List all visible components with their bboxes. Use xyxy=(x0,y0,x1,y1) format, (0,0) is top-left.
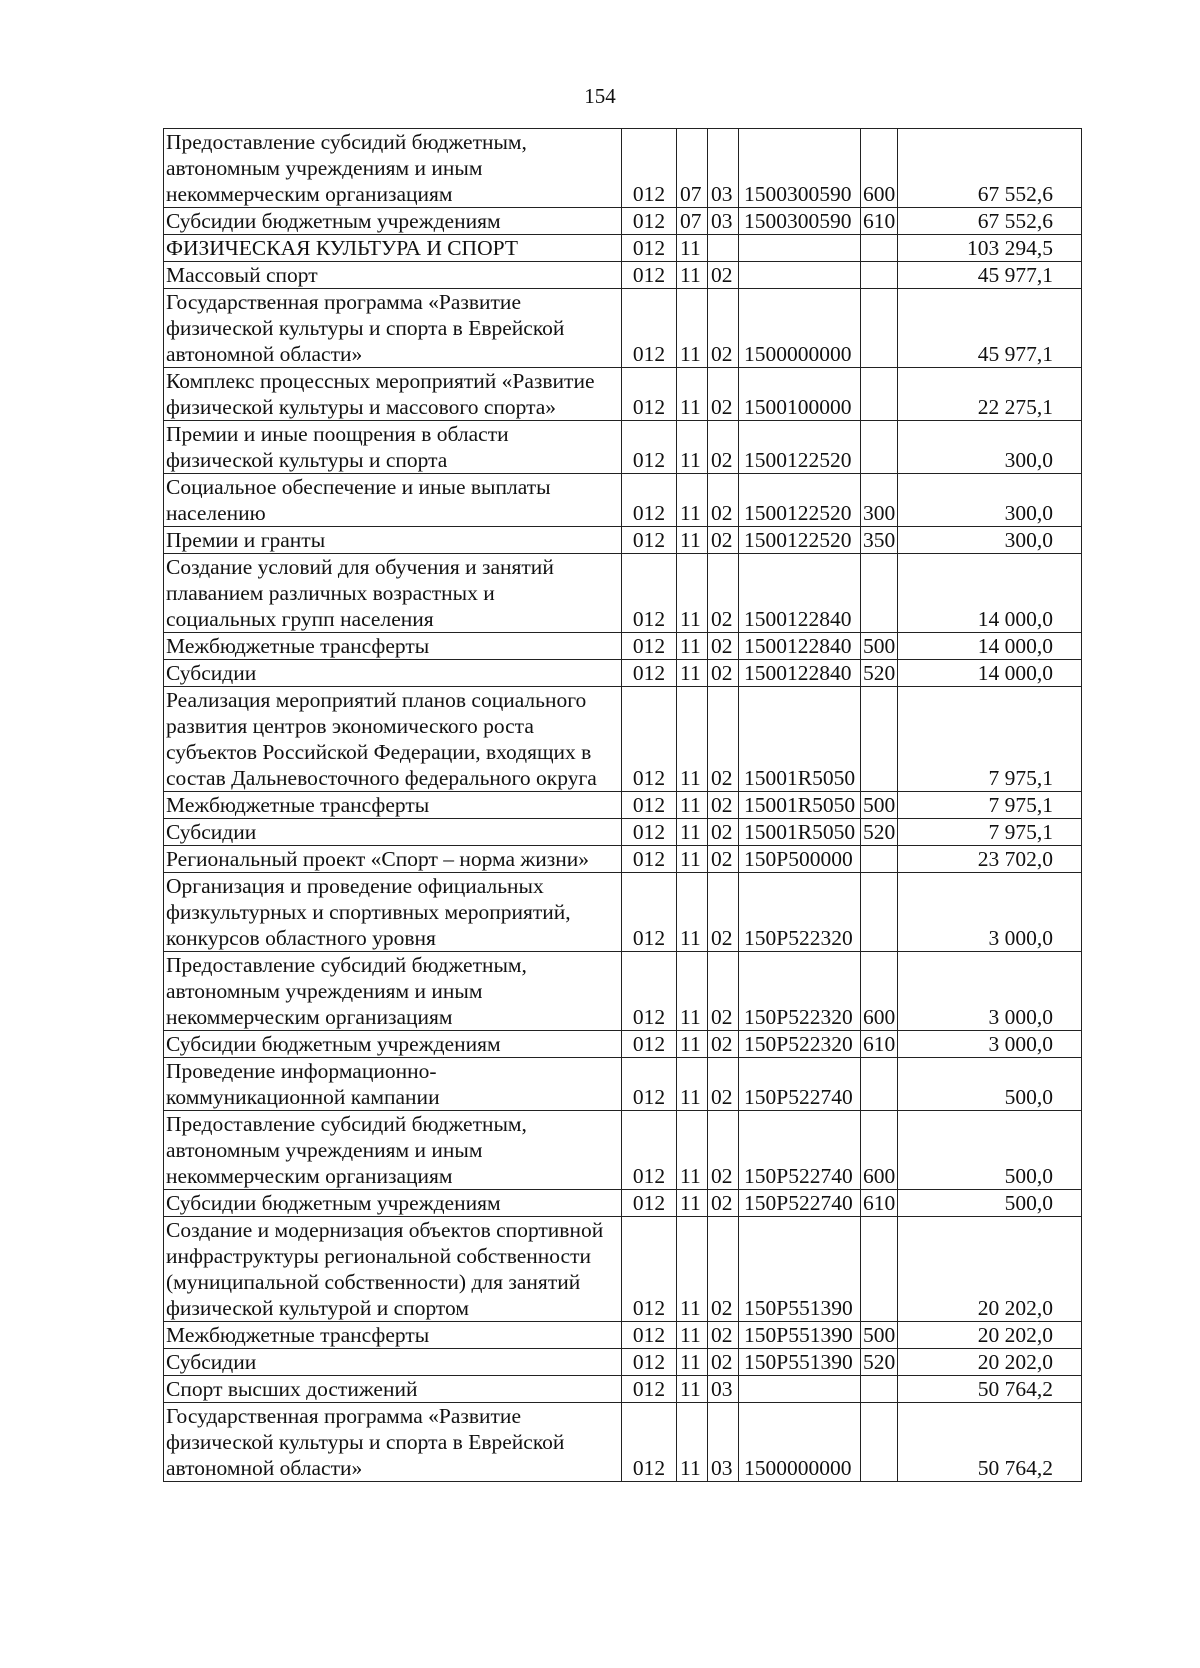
row-subsection-cell: 02 xyxy=(708,1349,739,1376)
row-target-article-cell: 1500122840 xyxy=(739,660,861,687)
row-name-cell: Государственная программа «Развитие физической культуры и спорта в Еврейской автономной области» xyxy=(164,289,622,368)
row-expense-type-cell xyxy=(861,1376,898,1403)
row-expense-type-cell xyxy=(861,235,898,262)
row-expense-type-cell: 500 xyxy=(861,633,898,660)
row-section-cell: 11 xyxy=(677,527,708,554)
table-row xyxy=(164,235,1082,262)
row-expense-type-cell xyxy=(861,421,898,474)
row-target-article-cell: 150P551390 xyxy=(739,1322,861,1349)
table-row xyxy=(164,289,1082,368)
row-name-cell: Комплекс процессных мероприятий «Развитие физической культуры и массового спорта» xyxy=(164,368,622,421)
row-ministry-code-cell: 012 xyxy=(622,1322,677,1349)
row-amount-cell: 300,0 xyxy=(898,474,1082,527)
row-section-cell: 11 xyxy=(677,846,708,873)
row-ministry-code-cell: 012 xyxy=(622,873,677,952)
row-target-article-cell: 1500122840 xyxy=(739,554,861,633)
row-name-cell: Региональный проект «Спорт – норма жизни» xyxy=(164,846,622,873)
table-row xyxy=(164,687,1082,792)
row-target-article-cell: 1500122840 xyxy=(739,633,861,660)
row-ministry-code-cell: 012 xyxy=(622,1190,677,1217)
row-target-article-cell: 150P522320 xyxy=(739,952,861,1031)
row-subsection-cell: 02 xyxy=(708,846,739,873)
row-expense-type-cell xyxy=(861,1217,898,1322)
row-amount-cell: 45 977,1 xyxy=(898,289,1082,368)
row-name-cell: Субсидии бюджетным учреждениям xyxy=(164,1031,622,1058)
table-row xyxy=(164,527,1082,554)
row-ministry-code-cell: 012 xyxy=(622,235,677,262)
row-name-cell: Предоставление субсидий бюджетным, автономным учреждениям и иным некоммерческим организациям xyxy=(164,1111,622,1190)
row-amount-cell: 20 202,0 xyxy=(898,1217,1082,1322)
row-name-cell: Субсидии бюджетным учреждениям xyxy=(164,208,622,235)
row-target-article-cell: 15001R5050 xyxy=(739,819,861,846)
row-section-cell: 11 xyxy=(677,262,708,289)
row-subsection-cell: 02 xyxy=(708,262,739,289)
row-expense-type-cell xyxy=(861,554,898,633)
row-expense-type-cell: 600 xyxy=(861,952,898,1031)
row-subsection-cell: 02 xyxy=(708,1217,739,1322)
row-ministry-code-cell: 012 xyxy=(622,1349,677,1376)
row-section-cell: 11 xyxy=(677,289,708,368)
row-ministry-code-cell: 012 xyxy=(622,474,677,527)
row-section-cell: 11 xyxy=(677,1111,708,1190)
row-name-cell: Субсидии xyxy=(164,1349,622,1376)
row-subsection-cell: 03 xyxy=(708,208,739,235)
row-ministry-code-cell: 012 xyxy=(622,952,677,1031)
row-target-article-cell: 1500000000 xyxy=(739,289,861,368)
row-subsection-cell: 02 xyxy=(708,474,739,527)
row-section-cell: 07 xyxy=(677,208,708,235)
row-ministry-code-cell: 012 xyxy=(622,129,677,208)
row-subsection-cell: 02 xyxy=(708,1190,739,1217)
table-row xyxy=(164,1217,1082,1322)
row-amount-cell: 3 000,0 xyxy=(898,873,1082,952)
table-row xyxy=(164,1111,1082,1190)
page-number: 154 xyxy=(584,84,616,108)
row-name-cell: Создание и модернизация объектов спортивной инфраструктуры региональной собственности (муниципальной собственности) для занятий физической культурой и спортом xyxy=(164,1217,622,1322)
row-expense-type-cell: 600 xyxy=(861,129,898,208)
row-target-article-cell: 1500300590 xyxy=(739,129,861,208)
row-name-cell: Субсидии xyxy=(164,819,622,846)
row-amount-cell: 50 764,2 xyxy=(898,1376,1082,1403)
table-row xyxy=(164,633,1082,660)
row-expense-type-cell xyxy=(861,289,898,368)
table-row xyxy=(164,1190,1082,1217)
row-name-cell: Массовый спорт xyxy=(164,262,622,289)
row-target-article-cell xyxy=(739,235,861,262)
row-expense-type-cell xyxy=(861,1058,898,1111)
table-row xyxy=(164,1058,1082,1111)
row-ministry-code-cell: 012 xyxy=(622,208,677,235)
table-row xyxy=(164,208,1082,235)
row-target-article-cell: 150P522740 xyxy=(739,1058,861,1111)
row-target-article-cell xyxy=(739,262,861,289)
table-row xyxy=(164,474,1082,527)
row-subsection-cell: 02 xyxy=(708,792,739,819)
table-row xyxy=(164,129,1082,208)
row-expense-type-cell: 610 xyxy=(861,208,898,235)
table-row xyxy=(164,660,1082,687)
row-target-article-cell: 1500122520 xyxy=(739,527,861,554)
row-subsection-cell: 02 xyxy=(708,660,739,687)
row-ministry-code-cell: 012 xyxy=(622,846,677,873)
row-target-article-cell: 15001R5050 xyxy=(739,792,861,819)
row-expense-type-cell: 610 xyxy=(861,1031,898,1058)
table-row xyxy=(164,819,1082,846)
row-subsection-cell: 02 xyxy=(708,554,739,633)
row-target-article-cell: 150P551390 xyxy=(739,1349,861,1376)
row-expense-type-cell: 610 xyxy=(861,1190,898,1217)
row-name-cell: Создание условий для обучения и занятий плаванием различных возрастных и социальных групп населения xyxy=(164,554,622,633)
row-name-cell: Субсидии xyxy=(164,660,622,687)
row-amount-cell: 7 975,1 xyxy=(898,792,1082,819)
row-section-cell: 11 xyxy=(677,421,708,474)
row-ministry-code-cell: 012 xyxy=(622,792,677,819)
row-name-cell: Субсидии бюджетным учреждениям xyxy=(164,1190,622,1217)
row-expense-type-cell xyxy=(861,687,898,792)
row-amount-cell: 300,0 xyxy=(898,527,1082,554)
row-section-cell: 11 xyxy=(677,554,708,633)
row-name-cell: Межбюджетные трансферты xyxy=(164,633,622,660)
row-amount-cell: 50 764,2 xyxy=(898,1403,1082,1482)
row-amount-cell: 500,0 xyxy=(898,1111,1082,1190)
row-subsection-cell: 02 xyxy=(708,421,739,474)
row-name-cell: Межбюджетные трансферты xyxy=(164,1322,622,1349)
table-row xyxy=(164,1322,1082,1349)
row-ministry-code-cell: 012 xyxy=(622,527,677,554)
row-expense-type-cell xyxy=(861,262,898,289)
row-amount-cell: 22 275,1 xyxy=(898,368,1082,421)
row-name-cell: Проведение информационно- коммуникационной кампании xyxy=(164,1058,622,1111)
row-section-cell: 11 xyxy=(677,633,708,660)
row-ministry-code-cell: 012 xyxy=(622,660,677,687)
row-section-cell: 07 xyxy=(677,129,708,208)
table-row xyxy=(164,1031,1082,1058)
row-amount-cell: 103 294,5 xyxy=(898,235,1082,262)
row-name-cell: Предоставление субсидий бюджетным, автономным учреждениям и иным некоммерческим организациям xyxy=(164,952,622,1031)
row-expense-type-cell: 600 xyxy=(861,1111,898,1190)
row-expense-type-cell: 520 xyxy=(861,660,898,687)
row-target-article-cell: 15001R5050 xyxy=(739,687,861,792)
row-subsection-cell: 03 xyxy=(708,1403,739,1482)
row-amount-cell: 67 552,6 xyxy=(898,208,1082,235)
row-subsection-cell: 02 xyxy=(708,873,739,952)
row-target-article-cell: 150P522740 xyxy=(739,1111,861,1190)
row-ministry-code-cell: 012 xyxy=(622,1058,677,1111)
row-subsection-cell: 02 xyxy=(708,819,739,846)
row-expense-type-cell: 500 xyxy=(861,792,898,819)
row-section-cell: 11 xyxy=(677,1403,708,1482)
row-ministry-code-cell: 012 xyxy=(622,687,677,792)
row-name-cell: Государственная программа «Развитие физической культуры и спорта в Еврейской автономной области» xyxy=(164,1403,622,1482)
row-subsection-cell: 02 xyxy=(708,1058,739,1111)
row-amount-cell: 14 000,0 xyxy=(898,660,1082,687)
row-expense-type-cell xyxy=(861,846,898,873)
row-target-article-cell: 1500000000 xyxy=(739,1403,861,1482)
row-target-article-cell: 1500300590 xyxy=(739,208,861,235)
row-subsection-cell: 02 xyxy=(708,1322,739,1349)
row-name-cell: ФИЗИЧЕСКАЯ КУЛЬТУРА И СПОРТ xyxy=(164,235,622,262)
row-section-cell: 11 xyxy=(677,660,708,687)
row-name-cell: Социальное обеспечение и иные выплаты населению xyxy=(164,474,622,527)
row-amount-cell: 300,0 xyxy=(898,421,1082,474)
row-section-cell: 11 xyxy=(677,1376,708,1403)
row-section-cell: 11 xyxy=(677,1349,708,1376)
table-row xyxy=(164,262,1082,289)
row-amount-cell: 45 977,1 xyxy=(898,262,1082,289)
row-ministry-code-cell: 012 xyxy=(622,633,677,660)
row-ministry-code-cell: 012 xyxy=(622,1111,677,1190)
row-section-cell: 11 xyxy=(677,792,708,819)
row-expense-type-cell: 500 xyxy=(861,1322,898,1349)
row-target-article-cell: 150P522320 xyxy=(739,1031,861,1058)
row-section-cell: 11 xyxy=(677,474,708,527)
row-amount-cell: 20 202,0 xyxy=(898,1349,1082,1376)
table-row xyxy=(164,846,1082,873)
row-target-article-cell: 150P551390 xyxy=(739,1217,861,1322)
row-amount-cell: 23 702,0 xyxy=(898,846,1082,873)
table-row xyxy=(164,873,1082,952)
row-subsection-cell: 02 xyxy=(708,633,739,660)
row-ministry-code-cell: 012 xyxy=(622,1403,677,1482)
row-subsection-cell: 03 xyxy=(708,129,739,208)
row-section-cell: 11 xyxy=(677,235,708,262)
row-expense-type-cell: 350 xyxy=(861,527,898,554)
row-amount-cell: 3 000,0 xyxy=(898,1031,1082,1058)
row-expense-type-cell: 520 xyxy=(861,819,898,846)
row-subsection-cell: 02 xyxy=(708,1031,739,1058)
row-subsection-cell: 02 xyxy=(708,952,739,1031)
row-amount-cell: 14 000,0 xyxy=(898,633,1082,660)
row-expense-type-cell xyxy=(861,1403,898,1482)
row-ministry-code-cell: 012 xyxy=(622,554,677,633)
row-amount-cell: 500,0 xyxy=(898,1058,1082,1111)
table-row xyxy=(164,554,1082,633)
row-ministry-code-cell: 012 xyxy=(622,1376,677,1403)
row-ministry-code-cell: 012 xyxy=(622,1031,677,1058)
row-ministry-code-cell: 012 xyxy=(622,289,677,368)
row-section-cell: 11 xyxy=(677,687,708,792)
row-amount-cell: 14 000,0 xyxy=(898,554,1082,633)
row-target-article-cell: 150P500000 xyxy=(739,846,861,873)
row-amount-cell: 3 000,0 xyxy=(898,952,1082,1031)
row-target-article-cell: 1500100000 xyxy=(739,368,861,421)
row-expense-type-cell: 300 xyxy=(861,474,898,527)
row-name-cell: Спорт высших достижений xyxy=(164,1376,622,1403)
row-section-cell: 11 xyxy=(677,1190,708,1217)
row-subsection-cell: 03 xyxy=(708,1376,739,1403)
row-name-cell: Премии и гранты xyxy=(164,527,622,554)
row-section-cell: 11 xyxy=(677,1058,708,1111)
row-ministry-code-cell: 012 xyxy=(622,819,677,846)
row-ministry-code-cell: 012 xyxy=(622,262,677,289)
row-subsection-cell: 02 xyxy=(708,687,739,792)
row-section-cell: 11 xyxy=(677,819,708,846)
row-subsection-cell: 02 xyxy=(708,527,739,554)
row-subsection-cell: 02 xyxy=(708,289,739,368)
row-name-cell: Реализация мероприятий планов социального развития центров экономического роста субъектов Российской Федерации, входящих в состав Дальневосточного федерального округа xyxy=(164,687,622,792)
row-ministry-code-cell: 012 xyxy=(622,421,677,474)
row-expense-type-cell: 520 xyxy=(861,1349,898,1376)
table-row xyxy=(164,792,1082,819)
row-name-cell: Организация и проведение официальных физкультурных и спортивных мероприятий, конкурсов областного уровня xyxy=(164,873,622,952)
row-expense-type-cell xyxy=(861,368,898,421)
row-subsection-cell: 02 xyxy=(708,1111,739,1190)
row-target-article-cell: 150P522740 xyxy=(739,1190,861,1217)
row-subsection-cell xyxy=(708,235,739,262)
row-section-cell: 11 xyxy=(677,952,708,1031)
row-amount-cell: 7 975,1 xyxy=(898,687,1082,792)
row-section-cell: 11 xyxy=(677,368,708,421)
row-section-cell: 11 xyxy=(677,873,708,952)
row-expense-type-cell xyxy=(861,873,898,952)
row-amount-cell: 67 552,6 xyxy=(898,129,1082,208)
row-target-article-cell xyxy=(739,1376,861,1403)
row-section-cell: 11 xyxy=(677,1217,708,1322)
table-row xyxy=(164,368,1082,421)
row-amount-cell: 500,0 xyxy=(898,1190,1082,1217)
row-ministry-code-cell: 012 xyxy=(622,1217,677,1322)
row-name-cell: Премии и иные поощрения в области физической культуры и спорта xyxy=(164,421,622,474)
table-row xyxy=(164,421,1082,474)
table-row xyxy=(164,1403,1082,1482)
row-subsection-cell: 02 xyxy=(708,368,739,421)
row-amount-cell: 7 975,1 xyxy=(898,819,1082,846)
row-target-article-cell: 1500122520 xyxy=(739,421,861,474)
table-row xyxy=(164,1376,1082,1403)
table-row xyxy=(164,1349,1082,1376)
row-target-article-cell: 150P522320 xyxy=(739,873,861,952)
row-name-cell: Межбюджетные трансферты xyxy=(164,792,622,819)
row-section-cell: 11 xyxy=(677,1031,708,1058)
table-row xyxy=(164,952,1082,1031)
budget-table xyxy=(163,128,1082,1482)
row-name-cell: Предоставление субсидий бюджетным, автономным учреждениям и иным некоммерческим организациям xyxy=(164,129,622,208)
row-ministry-code-cell: 012 xyxy=(622,368,677,421)
row-section-cell: 11 xyxy=(677,1322,708,1349)
row-target-article-cell: 1500122520 xyxy=(739,474,861,527)
row-amount-cell: 20 202,0 xyxy=(898,1322,1082,1349)
table-body xyxy=(164,129,1082,1482)
